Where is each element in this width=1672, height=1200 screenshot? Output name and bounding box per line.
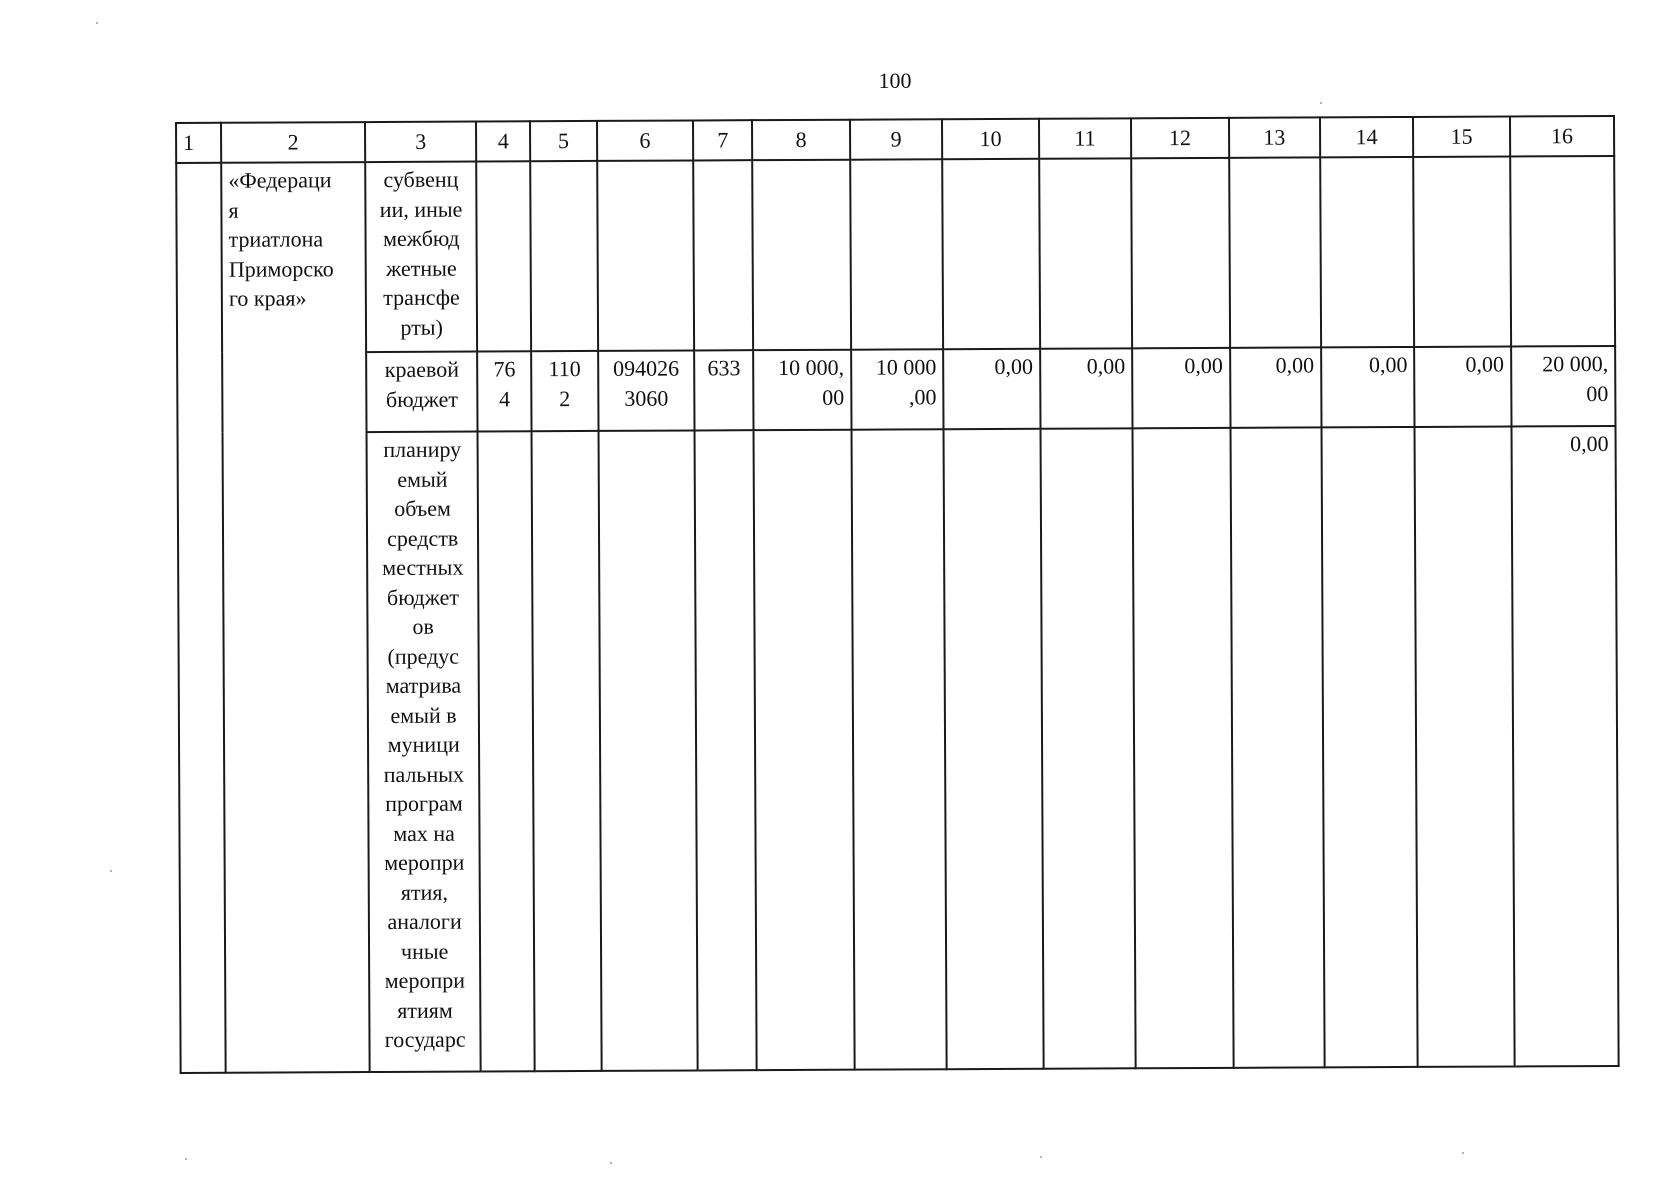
col5-code-line: 110 bbox=[548, 356, 581, 382]
header-col-4: 4 bbox=[476, 121, 530, 161]
header-col-16: 16 bbox=[1510, 116, 1614, 157]
scan-speck bbox=[185, 1158, 187, 1160]
local-budget-label-line: (предус bbox=[387, 643, 460, 669]
col8-amount-line: 10 000, bbox=[778, 354, 845, 381]
local-budget-label-cell bbox=[366, 432, 481, 1073]
empty-cell bbox=[598, 430, 698, 1070]
col12-amount-cell: 0,00 bbox=[1132, 348, 1230, 428]
scan-speck bbox=[1462, 1152, 1464, 1154]
col9-amount-line: ,00 bbox=[908, 383, 937, 409]
organization-name-line: я bbox=[228, 197, 239, 223]
local-budget-row bbox=[178, 426, 1619, 1073]
local-budget-label-line: муници bbox=[387, 731, 460, 757]
empty-cell bbox=[597, 160, 695, 350]
local-budget-label-line: програм bbox=[385, 790, 463, 816]
local-budget-label-line: емый bbox=[397, 466, 448, 492]
scan-speck bbox=[1040, 1156, 1042, 1158]
organization-name-line: Приморско bbox=[228, 255, 334, 282]
header-col-1: 1 bbox=[176, 123, 221, 163]
local-budget-label-line: чные bbox=[400, 938, 449, 964]
header-col-12: 12 bbox=[1131, 118, 1229, 158]
col16-amount-line: 20 000, bbox=[1542, 350, 1609, 377]
subventions-label-line: жетные bbox=[385, 255, 457, 281]
col16-amount-line: 00 bbox=[1586, 380, 1609, 406]
col7-code-cell: 633 bbox=[694, 350, 753, 430]
empty-cell bbox=[942, 159, 1040, 349]
header-col-7: 7 bbox=[693, 120, 752, 160]
local-budget-label-line: государс bbox=[384, 1026, 466, 1052]
empty-cell bbox=[754, 430, 855, 1070]
empty-cell bbox=[1229, 157, 1321, 347]
local-budget-label-line: бюджет bbox=[386, 584, 460, 610]
local-budget-label-line: местных bbox=[382, 554, 464, 580]
local-budget-label-line: ятия, bbox=[400, 879, 449, 905]
local-budget-label-line: пальных bbox=[383, 761, 465, 787]
local-budget-label-line: матрива bbox=[385, 672, 462, 698]
subventions-label-line: ии, иные bbox=[379, 196, 463, 222]
local-budget-label-line: объем bbox=[394, 495, 451, 521]
col10-amount-cell: 0,00 bbox=[943, 349, 1040, 429]
col5-code-cell bbox=[531, 351, 598, 431]
col6-code-line: 3060 bbox=[624, 385, 669, 411]
regional-budget-row bbox=[177, 346, 1615, 433]
empty-cell bbox=[851, 429, 946, 1069]
empty-cell bbox=[1321, 427, 1417, 1067]
empty-cell bbox=[1510, 156, 1615, 347]
empty-cell bbox=[1320, 157, 1414, 347]
col14-amount-cell: 0,00 bbox=[1321, 347, 1415, 427]
empty-cell bbox=[1039, 158, 1132, 348]
empty-cell bbox=[850, 159, 943, 349]
subventions-label-line: субвенц bbox=[383, 166, 459, 192]
col16-amount-cell bbox=[1511, 346, 1616, 427]
scan-speck bbox=[1320, 102, 1322, 104]
subventions-label-cell bbox=[365, 162, 478, 353]
row-number-cell bbox=[176, 163, 226, 1073]
empty-cell bbox=[1131, 158, 1230, 348]
empty-cell bbox=[530, 161, 597, 351]
budget-table bbox=[175, 115, 1620, 1074]
col4-code-line: 76 bbox=[493, 356, 516, 382]
local-budget-label-line: емый в bbox=[390, 702, 457, 728]
col6-code-line: 094026 bbox=[613, 355, 680, 381]
organization-name-line: «Федераци bbox=[228, 167, 332, 193]
col4-code-cell bbox=[478, 351, 532, 431]
local-budget-label-line: средств bbox=[387, 525, 459, 551]
local-budget-label-line: аналоги bbox=[387, 908, 462, 934]
empty-cell bbox=[1415, 426, 1515, 1066]
page-number: 100 bbox=[878, 68, 912, 93]
local-budget-label-line: мах на bbox=[393, 820, 455, 846]
organization-name-line: триатлона bbox=[228, 226, 324, 252]
header-col-3: 3 bbox=[365, 122, 477, 163]
col9-amount-cell bbox=[851, 349, 944, 429]
local-budget-label-line: планиру bbox=[383, 436, 462, 462]
empty-cell bbox=[477, 161, 532, 351]
budget-table-sheet bbox=[175, 115, 1620, 1074]
empty-cell bbox=[693, 160, 753, 350]
header-col-8: 8 bbox=[752, 120, 850, 160]
subventions-row bbox=[176, 156, 1615, 353]
local-budget-label-line: ов bbox=[412, 613, 434, 639]
empty-cell bbox=[1413, 156, 1511, 346]
empty-cell bbox=[1040, 428, 1135, 1068]
regional-budget-label-line: бюджет bbox=[385, 386, 459, 412]
col8-amount-line: 00 bbox=[822, 384, 845, 410]
header-col-9: 9 bbox=[850, 119, 942, 159]
organization-name-cell bbox=[221, 162, 369, 1073]
header-col-13: 13 bbox=[1229, 117, 1320, 157]
empty-cell bbox=[752, 160, 851, 350]
col9-amount-line: 10 000 bbox=[875, 354, 937, 380]
subventions-label-line: трансфе bbox=[383, 284, 460, 310]
local-budget-label-line: меропри bbox=[384, 967, 466, 993]
header-col-2: 2 bbox=[221, 122, 365, 163]
col13-amount-cell: 0,00 bbox=[1230, 347, 1322, 427]
col11-amount-cell: 0,00 bbox=[1040, 348, 1133, 428]
subventions-label-line: рты) bbox=[400, 314, 443, 340]
col6-code-cell bbox=[598, 350, 695, 430]
col8-amount-cell bbox=[753, 350, 851, 430]
empty-cell bbox=[1230, 427, 1324, 1067]
empty-cell bbox=[695, 430, 757, 1070]
header-col-14: 14 bbox=[1320, 117, 1414, 157]
local-budget-label-line: ятиям bbox=[397, 997, 453, 1023]
regional-budget-label-cell bbox=[366, 352, 478, 433]
local-budget-label-line: меропри bbox=[384, 849, 465, 875]
header-col-15: 15 bbox=[1413, 116, 1510, 156]
scan-speck bbox=[610, 1162, 612, 1164]
header-col-10: 10 bbox=[942, 119, 1039, 159]
col5-code-line: 2 bbox=[559, 385, 571, 411]
col15-amount-cell: 0,00 bbox=[1414, 346, 1511, 426]
column-number-header-row bbox=[176, 116, 1614, 163]
empty-cell bbox=[944, 429, 1044, 1069]
empty-cell bbox=[1133, 428, 1234, 1068]
empty-cell bbox=[478, 431, 535, 1071]
scan-speck bbox=[110, 870, 112, 872]
subventions-label-line: межбюд bbox=[383, 225, 460, 251]
col4-code-line: 4 bbox=[499, 385, 511, 411]
regional-budget-label-line: краевой bbox=[384, 356, 460, 382]
organization-name-line: го края» bbox=[228, 285, 307, 311]
header-col-5: 5 bbox=[530, 121, 597, 161]
col16-local-amount-cell: 0,00 bbox=[1511, 426, 1618, 1067]
header-col-6: 6 bbox=[597, 120, 694, 160]
scan-speck bbox=[96, 22, 98, 24]
empty-cell bbox=[532, 431, 602, 1071]
header-col-11: 11 bbox=[1039, 118, 1131, 158]
